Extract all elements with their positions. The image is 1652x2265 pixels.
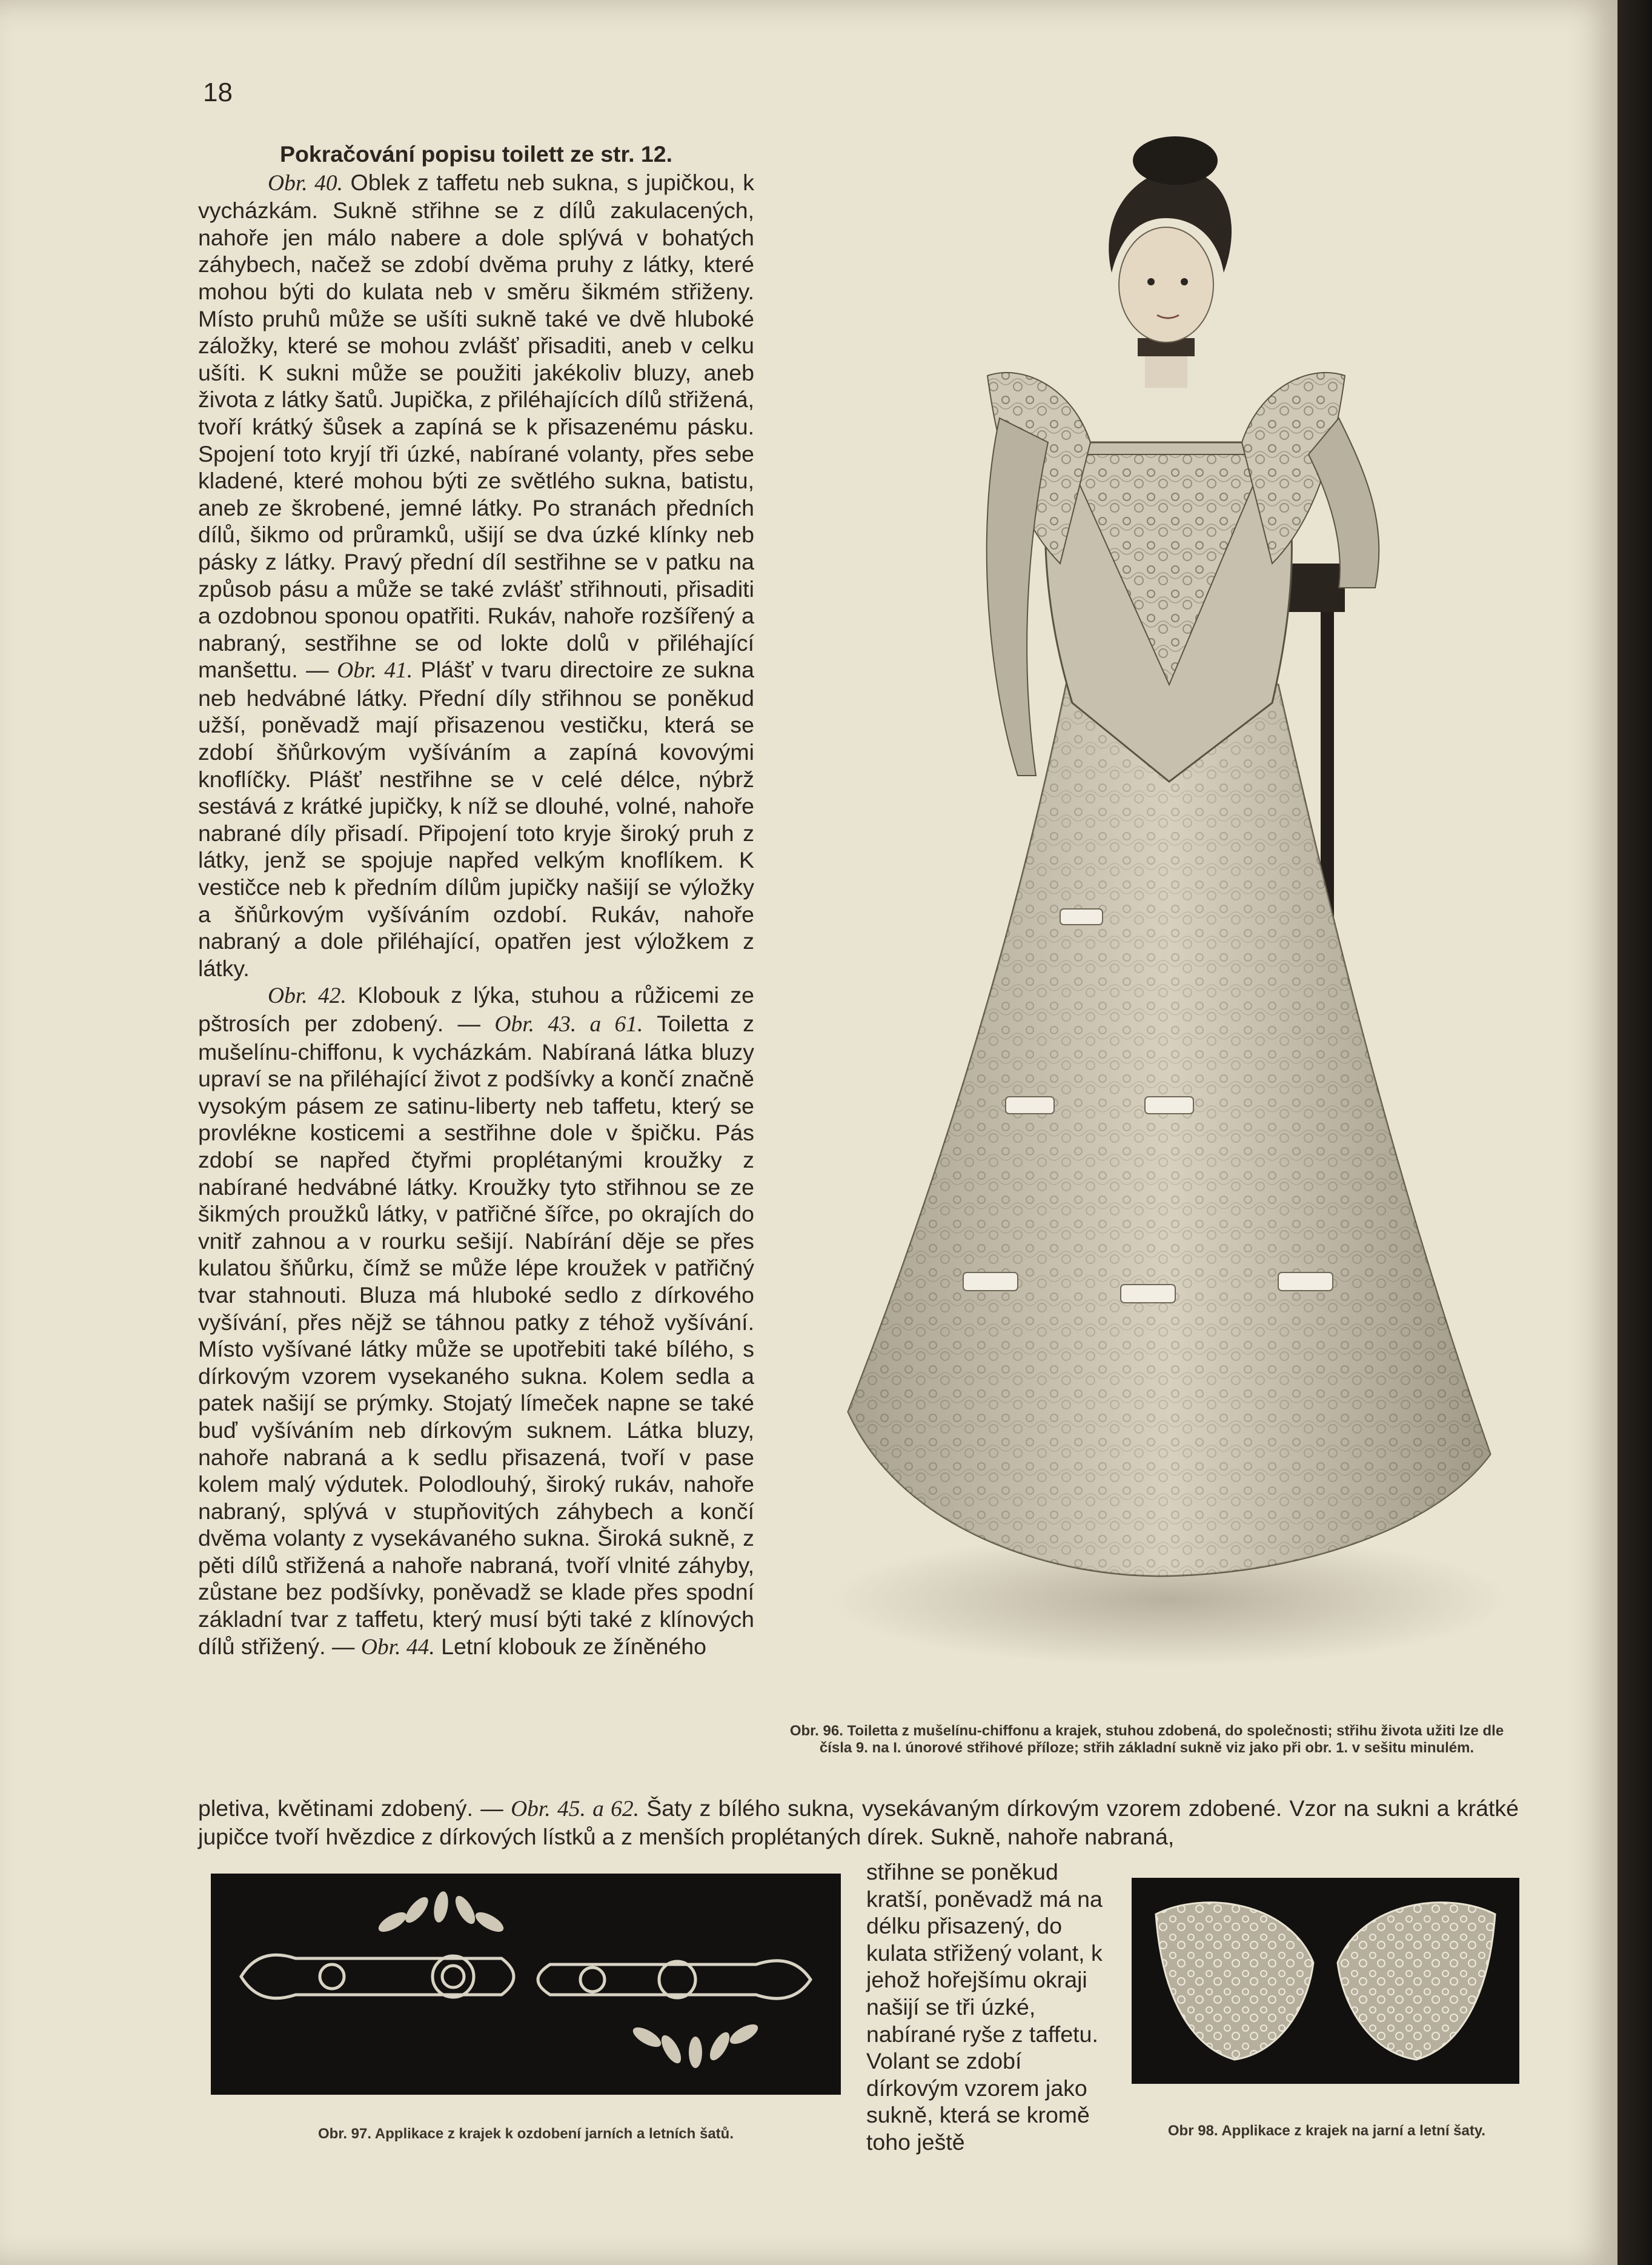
left-column-text	[198, 141, 754, 1661]
paragraph-obr-42	[198, 982, 754, 1661]
figure-ref: Obr. 40.	[268, 170, 343, 196]
figure-ref: Obr. 43. a 61.	[494, 1012, 643, 1037]
middle-column-text: střihne se poněkud kratší, poněvadž má na délku přisazený, do kulata střižený volant, k jehož hořejšímu okraji našijí se tři úzké, nabírané ryše z taffetu. Volant se zdobí dírkovým vzorem jako sukně, která se kromě toho ještě	[866, 1859, 1103, 2155]
figure-ref: Obr. 45. a 62.	[511, 1797, 639, 1821]
figure-97-caption: Obr. 97. Applikace z krajek k ozdobení jarních a letních šatů.	[317, 2126, 734, 2142]
woman-face	[1119, 227, 1213, 342]
section-heading: Pokračování popisu toilett ze str. 12.	[279, 141, 673, 167]
paragraph-text: Letní klobouk ze žíněného	[434, 1633, 706, 1659]
paragraph-obr-40	[198, 169, 754, 982]
figure-ref: Obr. 41.	[337, 658, 413, 683]
paragraph-text: Klobouk z lýka, stuhou a růžicemi ze pštrosích per zdobený. —	[198, 982, 754, 1036]
figure-96-illustration	[806, 103, 1514, 1666]
figure-ref: Obr. 44.	[360, 1634, 435, 1660]
paragraph-text: Toiletta z mušelínu-chiffonu, k vycházkám. Nabíraná látka bluzy upraví se na přiléhající život z podšívky a končí značně vysokým pásem ze satinu-liberty neb taffetu, který se provlékne kosticemi a sestřihne dole v špičku. Pás zdobí se napřed čtyřmi proplétanými kroužky z nabírané hedvábné látky. Kroužky tyto střihnou se ze šikmých proužků látky, v patřičné šířce, po okrajích do vnitř zahnou a v rourku sešijí. Nabírání děje se přes kulatou šňůrku, čímž se může lépe kroužek v patřičný tvar stahnouti. Bluza má hluboké sedlo z dírkového vyšívání, přes nějž se táhnou patky z téhož vyšívání. Místo vyšívané látky může se upotřebiti také bílého, s dírkovým vzorem vysekaného sukna. Kolem sedla a patek našijí se prýmky. Stojatý límeček napne se také buď vyšíváním neb dírkovým suknem. Látka bluzy, nahoře nabraná a k sedlu přisazená, tvoří v pase kolem malý výdutek. Polodlouhý, široký rukáv, nahoře nabraný, splývá v stupňovitých záhybech a končí dvěma volanty z vysekávaného sukna. Široká sukně, z pěti dílů střižená a nahoře nabraná, tvoří vlnité záhyby, zůstane bez podšívky, poněvadž se klade přes spodní základní tvar z taffetu, který musí býti také z klínových dílů střižený. —	[198, 1011, 754, 1659]
figure-96-caption: Obr. 96. Toiletta z mušelínu-chiffonu a krajek, stuhou zdobená, do společnosti; střihu života užiti lze dle čísla 9. na I. únorové střihové příloze; střih základní sukně viz jako při obr. 1. v sešitu minulém.	[789, 1723, 1504, 1756]
figure-98-lace-collar	[1132, 1878, 1519, 2084]
figure-98-caption: Obr 98. Applikace z krajek na jarní a letní šaty.	[1167, 2123, 1486, 2139]
page-number: 18	[203, 78, 233, 107]
paragraph-text: Šaty z bílého sukna, vysekávaným dírkovým vzorem zdobené. Vzor na sukni a krátké jupičce tvoří hvězdice z dírkových lístků a z menších proplétaných dírek. Sukně, nahoře nabraná,	[198, 1795, 1519, 1849]
figure-97-lace-applique	[211, 1874, 841, 2095]
paragraph-text: pletiva, květinami zdobený. —	[198, 1795, 511, 1821]
paragraph-text: Oblek z taffetu neb sukna, s jupičkou, k vycházkám. Sukně střihne se z dílů zakulacených, nahoře jen málo nabere a dole splývá v bohatých záhybech, načež se zdobí dvěma pruhy z látky, které mohou býti do kulata neb v směru šikmém střiženy. Místo pruhů může se ušíti sukně také ve dvě hluboké záložky, které se mohou zvlášť přisaditi, aneb v celku ušíti. K sukni může se použiti jakékoliv bluzy, aneb života z látky šatů. Jupička, z přiléhajících dílů střižená, tvoří krátký šůsek a zapíná se k přisazenému pásku. Spojení toto kryjí tři úzké, nabírané volanty, přes sebe kladené, které mohou býti ze světlého sukna, batistu, aneb ze škrobené, jemné látky. Po stranách předních dílů, šikmo od průramků, ušijí se dva úzké klínky neb pásky z látky. Pravý přední díl sestřihne se v patku na způsob pásu a může se také zvlášť střihnouti, přisaditi a ozdobnou sponou opatřiti. Rukáv, nahoře rozšířený a nabraný, sestřihne se od lokte dolů v přiléhající manšettu. —	[198, 169, 754, 683]
paragraph-text: Plášť v tvaru directoire ze sukna neb hedvábné látky. Přední díly střihnou se poněkud užší, poněvadž mají přisazenou vestičku, která se zdobí šňůrkovým vyšíváním a zapíná kovovými knoflíčky. Plášť nestřihne se v celé délce, nýbrž sestává z krátké jupičky, k níž se dlouhé, volné, nahoře nabrané díly přisadí. Připojení toto kryje široký pruh z látky, jenž se spojuje napřed velkým knoflíkem. K vestičce neb k předním dílům jupičky našijí se výložky a šňůrkovým vyšíváním ozdobí. Rukáv, nahoře nabraný a dole přiléhající, opatřen jest výložkem z látky.	[198, 657, 754, 981]
figure-ref: Obr. 42.	[268, 983, 347, 1009]
full-width-text	[198, 1795, 1519, 1850]
